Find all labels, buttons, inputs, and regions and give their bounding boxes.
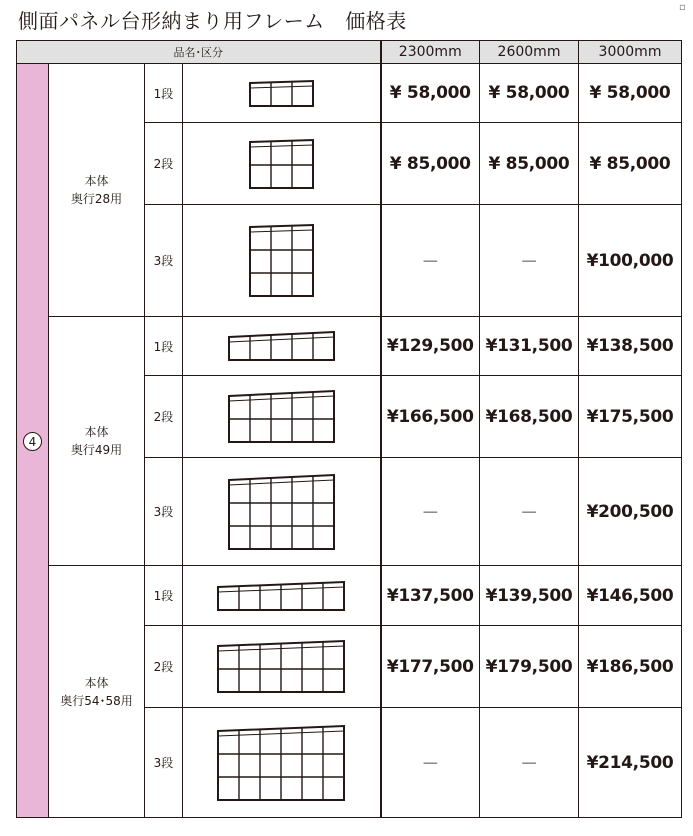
product-body-label: 本体 (84, 675, 109, 690)
frame-grid-5col-2row-icon (226, 388, 337, 445)
frame-figure-cell (183, 64, 381, 123)
frame-grid-3col-1row-icon (247, 78, 316, 109)
price-cell: － (480, 205, 579, 317)
header-size-2300: 2300mm (381, 41, 480, 64)
price-cell: ¥186,500 (579, 626, 682, 708)
circled-number-badge: 4 (23, 432, 42, 451)
price-cell: － (480, 458, 579, 566)
frame-figure-cell (183, 708, 381, 818)
frame-figure-cell (183, 566, 381, 626)
product-group-label (49, 317, 145, 566)
price-cell: ¥ 58,000 (579, 64, 682, 123)
price-cell: ¥214,500 (579, 708, 682, 818)
price-cell: ¥138,500 (579, 317, 682, 376)
frame-grid-3col-2row-icon (247, 137, 316, 191)
price-cell: － (480, 708, 579, 818)
price-cell: ¥168,500 (480, 376, 579, 458)
frame-grid-5col-1row-icon (226, 329, 337, 363)
tier-label: 1段 (145, 566, 183, 626)
frame-figure-cell (183, 376, 381, 458)
frame-grid-3col-3row-icon (247, 222, 316, 299)
header-size-3000: 3000mm (579, 41, 682, 64)
table-row (17, 566, 682, 626)
frame-figure-cell (183, 205, 381, 317)
price-cell: ¥ 85,000 (381, 123, 480, 205)
price-cell: ¥139,500 (480, 566, 579, 626)
price-cell: ¥ 85,000 (480, 123, 579, 205)
tier-label: 2段 (145, 123, 183, 205)
tier-label: 2段 (145, 626, 183, 708)
tier-label: 1段 (145, 64, 183, 123)
frame-figure-cell (183, 123, 381, 205)
price-cell: ¥137,500 (381, 566, 480, 626)
price-cell: ¥146,500 (579, 566, 682, 626)
product-depth-label: 奥行49用 (70, 443, 123, 457)
header-row (17, 41, 682, 64)
price-cell: － (381, 708, 480, 818)
product-body-label: 本体 (84, 174, 109, 188)
frame-figure-cell (183, 317, 381, 376)
header-size-2600: 2600mm (480, 41, 579, 64)
tier-label: 2段 (145, 376, 183, 458)
product-depth-label: 奥行54･58用 (60, 693, 133, 708)
frame-grid-6col-2row-icon (215, 638, 347, 695)
price-cell: ¥ 58,000 (381, 64, 480, 123)
price-cell: ¥100,000 (579, 205, 682, 317)
product-group-label (49, 566, 145, 818)
price-cell: － (381, 205, 480, 317)
product-body-label: 本体 (84, 425, 109, 439)
tier-label: 3段 (145, 205, 183, 317)
price-cell: ¥175,500 (579, 376, 682, 458)
frame-grid-5col-3row-icon (226, 472, 337, 552)
price-table (16, 40, 682, 818)
price-cell: ¥129,500 (381, 317, 480, 376)
table-row (17, 317, 682, 376)
frame-figure-cell (183, 458, 381, 566)
price-cell: － (381, 458, 480, 566)
price-cell: ¥131,500 (480, 317, 579, 376)
price-cell: ¥166,500 (381, 376, 480, 458)
frame-grid-6col-3row-icon (215, 723, 347, 803)
tier-label: 3段 (145, 708, 183, 818)
header-item-label: 品名･区分 (17, 41, 381, 64)
frame-figure-cell (183, 626, 381, 708)
page-title: 側面パネル台形納まり用フレーム 価格表 (18, 9, 407, 33)
product-group-label (49, 64, 145, 317)
corner-mark: ▫ (679, 2, 686, 13)
tier-label: 3段 (145, 458, 183, 566)
table-row (17, 64, 682, 123)
price-cell: ¥177,500 (381, 626, 480, 708)
price-table-body (17, 64, 682, 818)
price-cell: ¥ 58,000 (480, 64, 579, 123)
price-cell: ¥179,500 (480, 626, 579, 708)
frame-grid-6col-1row-icon (215, 579, 347, 613)
price-cell: ¥200,500 (579, 458, 682, 566)
price-cell: ¥ 85,000 (579, 123, 682, 205)
category-marker (17, 64, 49, 818)
product-depth-label: 奥行28用 (70, 192, 123, 206)
tier-label: 1段 (145, 317, 183, 376)
